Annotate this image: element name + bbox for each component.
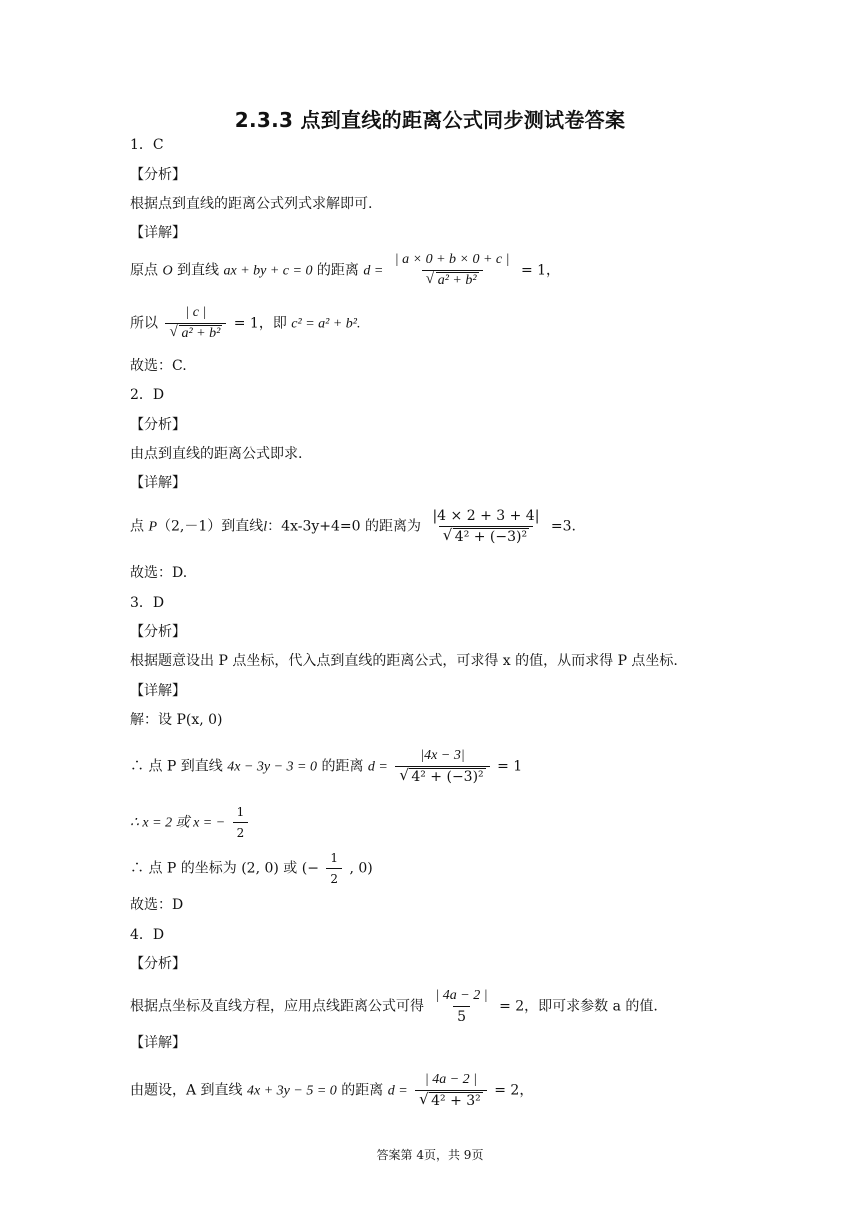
q1-answer: 故选：C. [130,358,187,374]
q4-analysis-text: 根据点坐标及直线方程，应用点线距离公式可得 [130,998,424,1015]
q3-step4 [130,850,373,887]
q1-step1-text2: 到直线 [177,262,220,279]
q1-step2-text: 所以 [130,315,158,332]
q3-step2 [130,748,522,785]
q3-step3 [130,804,251,841]
q3-detail-heading: 【详解】 [130,683,186,699]
q2-answer: 故选：D. [130,565,188,581]
q4-step1-d: d = [387,1083,408,1099]
q3-step2-denominator: 4² + (−3)² [411,769,484,785]
q4-analysis [130,988,658,1025]
q1-step1-fraction [391,252,514,289]
q2-step1-denominator: 4² + (−3)² [454,529,528,545]
q1-number: 1．C [130,137,164,153]
q4-step1-fraction [415,1072,487,1109]
q4-step1-line-eq: 4x + 3y − 5 = 0 [247,1083,337,1099]
q2-detail-heading: 【详解】 [130,475,186,491]
q3-step2-numerator: |4x − 3| [420,748,465,763]
q1-analysis-heading: 【分析】 [130,167,186,183]
q1-step2-denominator: a² + b² [181,326,221,341]
q2-step1 [130,508,576,545]
q3-step2-line-eq: 4x − 3y − 3 = 0 [227,759,318,775]
q4-analysis-denominator: 5 [453,1006,470,1025]
q3-answer: 故选：D [130,897,184,913]
q4-step1 [130,1072,533,1109]
q1-step1-line-eq: ax + by + c = 0 [223,263,313,279]
q1-step1-text3: 的距离 [316,262,359,279]
q3-step2-text2: 的距离 [321,758,364,775]
q3-step3-denominator: 2 [233,822,249,841]
q3-step2-text: ∴ 点 P 到直线 [130,758,223,775]
q2-step1-numerator: |4 × 2 + 3 + 4| [432,508,540,524]
q1-step1-result: = 1， [520,262,561,279]
q3-step4-text2: , 0) [349,860,373,877]
page-footer: 答案第 4页，共 9页 [376,1148,484,1162]
q4-step1-result: = 2， [494,1082,534,1099]
q4-step1-text2: 的距离 [341,1082,384,1099]
q3-step2-result: = 1 [497,758,523,775]
q3-step3-text: ∴ x = 2 或 x = − [130,815,226,831]
q2-step1-result: =3. [550,518,576,535]
q2-step1-text: 点 [130,518,144,535]
q3-analysis-heading: 【分析】 [130,624,186,640]
q2-step1-coords: （2,－1）到直线 [157,518,264,535]
q3-number: 3．D [130,595,165,611]
q4-detail-heading: 【详解】 [130,1035,186,1051]
q1-step1-text: 原点 [130,262,158,279]
q1-step2-equation: c² = a² + b². [291,316,361,332]
q4-analysis-numerator: | 4a − 2 | [435,988,488,1003]
q4-step1-text: 由题设，A 到直线 [130,1082,243,1099]
q4-step1-numerator: | 4a − 2 | [424,1072,478,1087]
q2-analysis: 由点到直线的距离公式即求. [130,446,303,462]
q4-analysis-text2: = 2，即可求参数 a 的值. [499,998,658,1015]
q2-step1-fraction [428,508,543,545]
q3-step2-fraction [395,748,489,785]
page-title: 2.3.3 点到直线的距离公式同步测试卷答案 [234,108,626,132]
q2-step1-point: P [148,519,158,535]
q1-analysis: 根据点到直线的距离公式列式求解即可. [130,196,373,212]
q1-step2 [130,305,361,342]
q4-analysis-heading: 【分析】 [130,956,186,972]
q2-analysis-heading: 【分析】 [130,417,186,433]
q2-step1-line-eq: ：4x-3y+4=0 的距离为 [267,518,422,535]
q3-step4-denominator: 2 [326,868,342,887]
q3-analysis: 根据题意设出 P 点坐标，代入点到直线的距离公式，可求得 x 的值，从而求得 P 点坐标. [130,653,678,669]
q2-step1-l: l [263,519,268,535]
q3-step2-d: d = [367,759,388,775]
q1-step1 [130,252,560,289]
q3-step3-fraction [233,804,249,841]
q4-analysis-fraction [431,988,491,1025]
q1-step1-origin: O [162,263,173,279]
q3-step4-fraction [326,850,342,887]
q1-detail-heading: 【详解】 [130,225,186,241]
q1-step1-d: d = [363,263,384,279]
q3-step3-numerator: 1 [236,805,245,819]
q3-step4-text: ∴ 点 P 的坐标为 (2, 0) 或 (− [130,860,319,877]
q3-step1: 解：设 P(x, 0) [130,712,223,728]
q1-step2-result: = 1，即 [233,315,287,332]
q1-step2-fraction [165,305,226,342]
q3-step4-numerator: 1 [330,851,339,865]
q1-step2-numerator: | c | [185,305,207,320]
q1-step1-denominator: a² + b² [437,273,477,288]
q4-number: 4．D [130,927,165,943]
q1-step1-numerator: | a × 0 + b × 0 + c | [394,252,510,267]
q4-step1-denominator: 4² + 3² [431,1093,481,1109]
q2-number: 2．D [130,387,165,403]
